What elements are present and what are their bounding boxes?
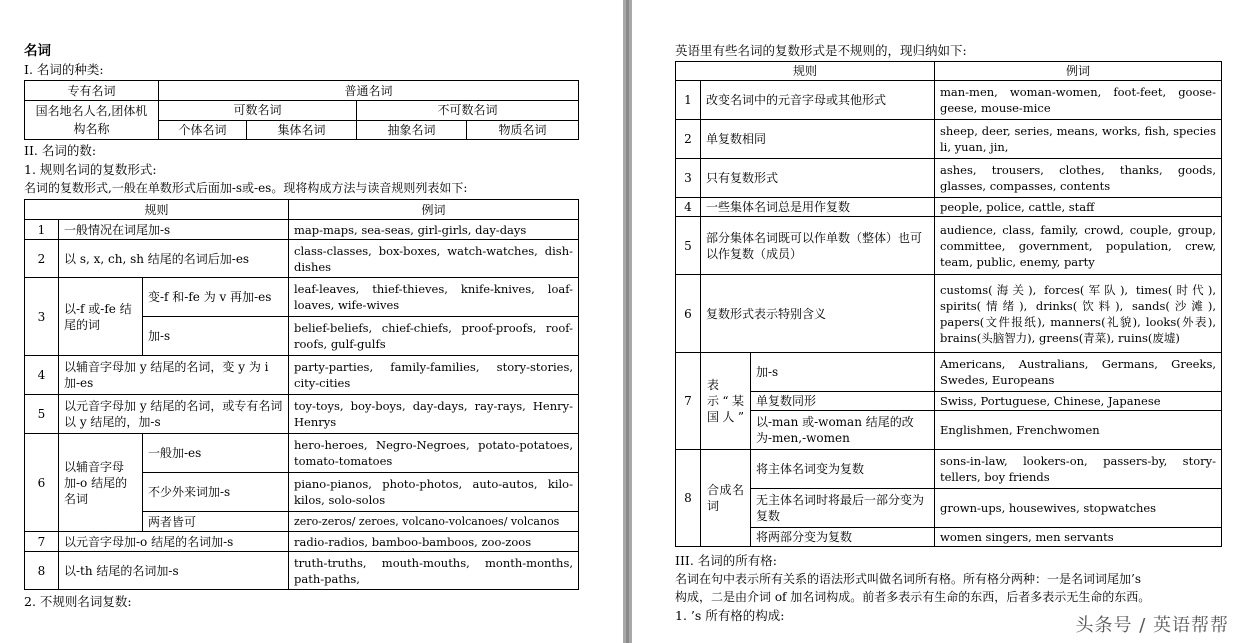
table-row [25,240,579,278]
rule-cell: 部分集体名词既可以作单数（整体）也可以作复数（成员） [701,217,935,275]
example-cell: radio-radios, bamboo-bamboos, zoo-zoos [289,532,579,552]
cell-common-noun: 普通名词 [159,81,579,101]
example-cell: people, police, cattle, staff [935,198,1222,217]
table-row [676,275,1222,353]
example-cell: Englishmen, Frenchwomen [935,411,1222,450]
table-row [25,552,579,590]
rule-cell: 以辅音字母加-o 结尾的名词 [59,434,143,532]
rule-cell: 以 s, x, ch, sh 结尾的名词后加-es [59,240,289,278]
section-heading-types: I. 名词的种类: [24,62,104,77]
page-title: 名词 [24,43,51,59]
table-row [676,450,1222,489]
sub-rule-cell: 单复数同形 [751,392,935,411]
page-divider [623,0,632,643]
table-row [676,120,1222,159]
table-row [676,392,1222,411]
subheading-possessive-form: 1. ’s 所有格的构成: [675,608,785,623]
subheading-irregular-plural: 2. 不规则名词复数: [24,594,132,609]
table-row [676,411,1222,450]
table-row [676,81,1222,120]
rule-cell: 一般情况在词尾加-s [59,220,289,240]
cell-material: 物质名词 [467,120,579,140]
header-example: 例词 [289,200,579,220]
table-row [676,159,1222,198]
example-cell: class-classes, box-boxes, watch-watches, dish-dishes [289,240,579,278]
example-cell: Americans, Australians, Germans, Greeks, Swedes, Europeans [935,353,1222,392]
cell-abstract: 抽象名词 [357,120,467,140]
irregular-plural-table [675,61,1222,547]
noun-types-table [24,80,579,140]
table-row [676,353,1222,392]
row-number: 6 [676,275,701,353]
example-cell: ashes, trousers, clothes, thanks, goods, glasses, compasses, contents [935,159,1222,198]
cell-individual: 个体名词 [159,120,247,140]
sub-rule-cell: 一般加-es [143,434,289,473]
row-number: 8 [676,450,701,547]
example-cell: truth-truths, mouth-mouths, month-months, path-paths, [289,552,579,590]
header-rule: 规则 [25,200,289,220]
header-example: 例词 [935,62,1222,81]
irregular-intro: 英语里有些名词的复数形式是不规则的，现归纳如下: [675,43,967,58]
rule-cell: 以元音字母加-o 结尾的名词加-s [59,532,289,552]
example-cell: zero-zeros/ zeroes, volcano-volcanoes/ volcanos [289,512,579,532]
sub-rule-cell: 将两部分变为复数 [751,528,935,547]
cell-proper-desc: 国名地名人名,团体机构名称 [25,101,159,140]
example-cell: hero-heroes, Negro-Negroes, potato-potatoes, tomato-tomatoes [289,434,579,473]
possessive-paragraph-line-1: 名词在句中表示所有关系的语法形式叫做名词所有格。所有格分两种：一是名词词尾加’s [675,572,1141,586]
rule-cell: 以辅音字母加 y 结尾的名词，变 y 为 i 加-es [59,356,289,395]
row-number: 4 [25,356,59,395]
row-number: 4 [676,198,701,217]
row-number: 2 [25,240,59,278]
rule-cell: 表示“某国人” [701,353,751,450]
section-heading-number: II. 名词的数: [24,143,97,158]
sub-rule-cell: 两者皆可 [143,512,289,532]
right-page [632,0,1243,643]
row-number: 5 [676,217,701,275]
sub-rule-cell: 无主体名词时将最后一部分变为复数 [751,489,935,528]
subheading-regular-plural: 1. 规则名词的复数形式: [24,162,157,177]
example-cell: audience, class, family, crowd, couple, group, committee, government, population, crew, team, public, enemy, party [935,217,1222,275]
regular-plural-table [24,199,579,590]
example-cell: belief-beliefs, chief-chiefs, proof-proofs, roof-roofs, gulf-gulfs [289,317,579,356]
row-number: 2 [676,120,701,159]
sub-rule-cell: 加-s [751,353,935,392]
table-row [25,395,579,434]
example-cell: customs(海关), forces(军队), times(时代), spirits(情绪), drinks(饮料), sands(沙滩), papers(文件报纸), manners(礼貌), looks(外表), brains(头脑智力), greens(青菜), ruins(废墟) [935,275,1222,353]
example-cell: man-men, woman-women, foot-feet, goose-geese, mouse-mice [935,81,1222,120]
rule-cell: 以元音字母加 y 结尾的名词，或专有名词以 y 结尾的，加-s [59,395,289,434]
cell-countable: 可数名词 [159,101,357,121]
table-row [676,489,1222,528]
row-number: 7 [25,532,59,552]
row-number: 6 [25,434,59,532]
example-cell: piano-pianos, photo-photos, auto-autos, kilo-kilos, solo-solos [289,473,579,512]
table-row [676,198,1222,217]
cell-proper-noun: 专有名词 [25,81,159,101]
rule-cell: 合成名词 [701,450,751,547]
cell-collective: 集体名词 [247,120,357,140]
example-cell: sheep, deer, series, means, works, fish, species li, yuan, jin, [935,120,1222,159]
example-cell: women singers, men servants [935,528,1222,547]
row-number: 3 [25,278,59,356]
cell-uncountable: 不可数名词 [357,101,579,121]
row-number: 1 [25,220,59,240]
table-row [25,278,579,317]
table-row [25,220,579,240]
sub-rule-cell: 加-s [143,317,289,356]
watermark: 头条号 / 英语帮帮 [1075,615,1229,636]
row-number: 8 [25,552,59,590]
rule-cell: 一些集体名词总是用作复数 [701,198,935,217]
table-row [25,356,579,395]
sub-rule-cell: 将主体名词变为复数 [751,450,935,489]
possessive-paragraph-line-2: 构成，二是由介词 of 加名词构成。前者多表示有生命的东西，后者多表示无生命的东西。 [675,590,1151,604]
example-cell: sons-in-law, lookers-on, passers-by, story-tellers, boy friends [935,450,1222,489]
intro-text: 名词的复数形式,一般在单数形式后面加-s或-es。现将构成方法与读音规则列表如下: [24,181,468,195]
example-cell: map-maps, sea-seas, girl-girls, day-days [289,220,579,240]
rule-cell: 以-f 或-fe 结尾的词 [59,278,143,356]
row-number: 1 [676,81,701,120]
example-cell: leaf-leaves, thief-thieves, knife-knives, loaf-loaves, wife-wives [289,278,579,317]
example-cell: toy-toys, boy-boys, day-days, ray-rays, Henry-Henrys [289,395,579,434]
example-cell: Swiss, Portuguese, Chinese, Japanese [935,392,1222,411]
row-number: 5 [25,395,59,434]
section-heading-possessive: III. 名词的所有格: [675,553,777,568]
table-row [25,434,579,473]
rule-cell: 单复数相同 [701,120,935,159]
sub-rule-cell: 不少外来词加-s [143,473,289,512]
row-number: 3 [676,159,701,198]
sub-rule-cell: 以-man 或-woman 结尾的改为-men,-women [751,411,935,450]
header-rule: 规则 [676,62,935,81]
rule-cell: 只有复数形式 [701,159,935,198]
table-row [25,532,579,552]
table-row [676,217,1222,275]
rule-cell: 复数形式表示特别含义 [701,275,935,353]
rule-cell: 以-th 结尾的名词加-s [59,552,289,590]
table-row [676,528,1222,547]
example-cell: party-parties, family-families, story-stories, city-cities [289,356,579,395]
sub-rule-cell: 变-f 和-fe 为 v 再加-es [143,278,289,317]
row-number: 7 [676,353,701,450]
rule-cell: 改变名词中的元音字母或其他形式 [701,81,935,120]
example-cell: grown-ups, housewives, stopwatches [935,489,1222,528]
